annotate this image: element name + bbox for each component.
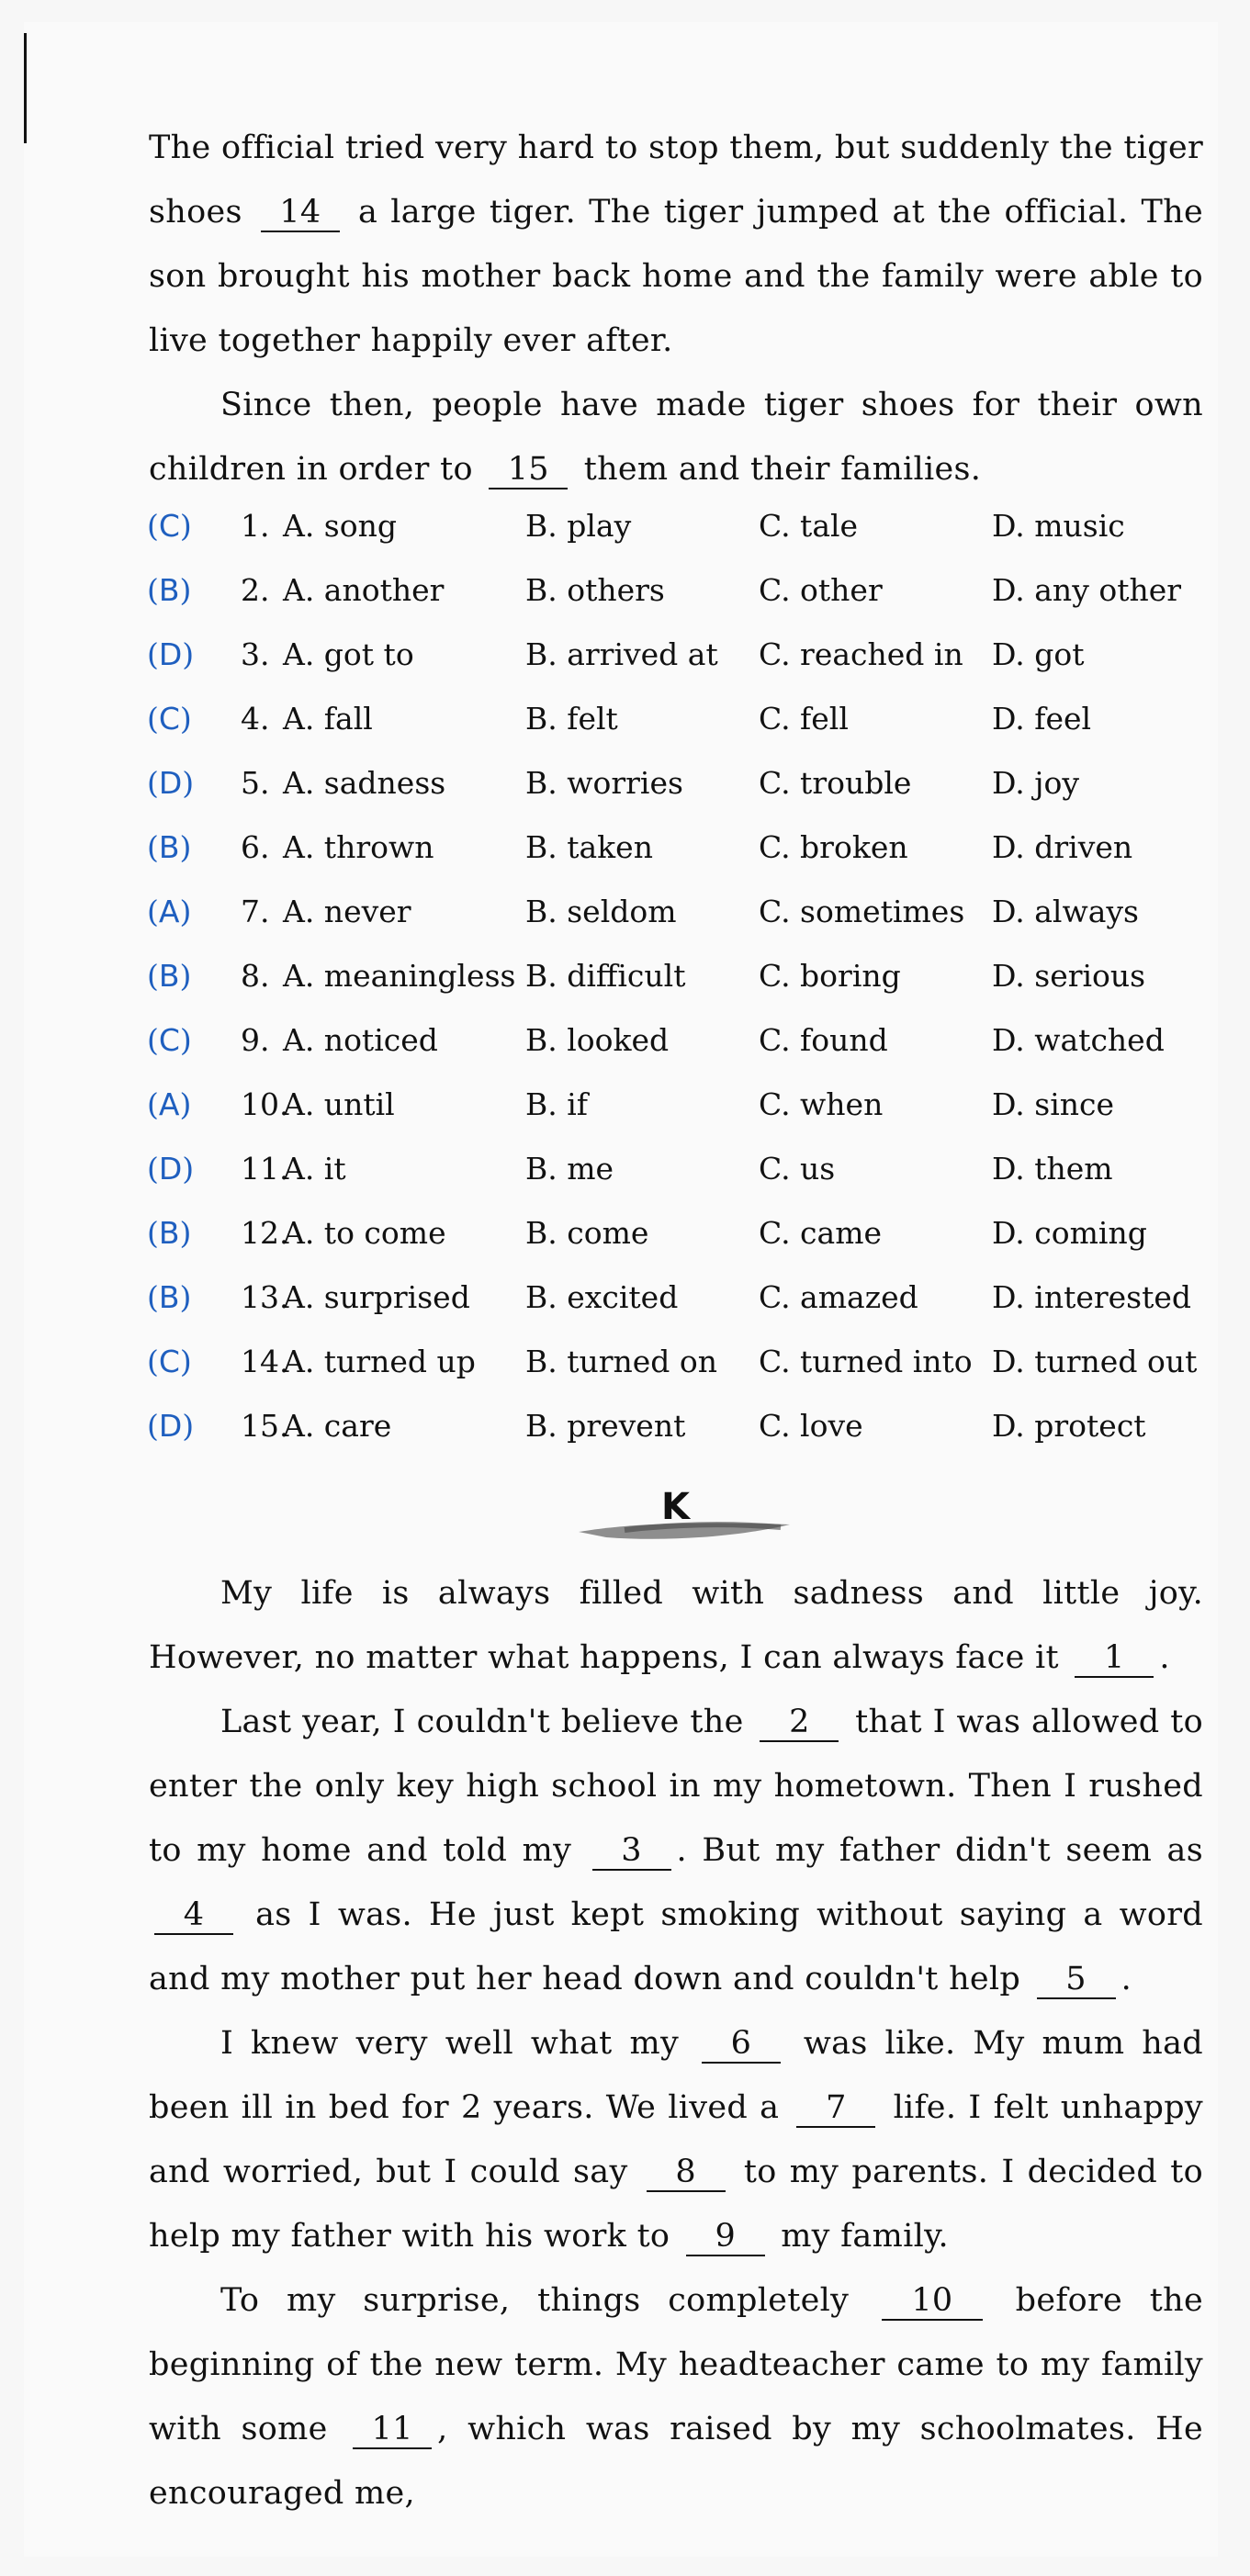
question-number: 2.: [241, 572, 270, 608]
question-number: 6.: [241, 829, 270, 865]
answer-bracket: (B): [147, 1279, 192, 1315]
answer-letter: D: [158, 1151, 183, 1187]
answer-letter: B: [158, 829, 180, 865]
question-row: [147, 1266, 1222, 1330]
option-c[interactable]: C. boring: [759, 958, 901, 994]
blank-k11[interactable]: 11: [353, 2411, 432, 2449]
blank-k4[interactable]: 4: [154, 1896, 233, 1935]
option-d[interactable]: D. since: [992, 1086, 1115, 1122]
question-number: 1.: [241, 508, 270, 544]
option-b[interactable]: B. seldom: [525, 894, 677, 929]
passage-k-paragraph-3: I knew very well what my 6 was like. My mum had been ill in bed for 2 years. We lived a 7 life. I felt unhappy and worried, but I could say 8 to my parents. I decided to help my father with his work to 9 my family.: [149, 2025, 1203, 2255]
answer-letter: A: [158, 894, 180, 929]
question-number: 3.: [241, 636, 270, 672]
option-b[interactable]: B. excited: [525, 1279, 679, 1315]
question-row: [147, 687, 1222, 751]
option-c[interactable]: C. love: [759, 1408, 863, 1444]
option-d[interactable]: D. joy: [992, 765, 1080, 801]
answer-bracket: (B): [147, 572, 192, 608]
option-b[interactable]: B. difficult: [525, 958, 686, 994]
answer-bracket: (D): [147, 1408, 195, 1444]
option-c[interactable]: C. came: [759, 1215, 883, 1251]
option-c[interactable]: C. found: [759, 1022, 888, 1058]
question-row: [147, 1073, 1222, 1137]
answer-letter: D: [158, 765, 183, 801]
question-row: [147, 1394, 1222, 1458]
passage-j-paragraph-1: The official tried very hard to stop them, but suddenly the tiger shoes 14 a large tiger. The tiger jumped at the official. The son brought his mother back home and the family were able to live together happily ever after.: [149, 129, 1203, 359]
question-row: [147, 494, 1222, 558]
option-d[interactable]: D. music: [992, 508, 1125, 544]
option-a[interactable]: A. surprised: [283, 1279, 470, 1315]
option-c[interactable]: C. sometimes: [759, 894, 965, 929]
option-c[interactable]: C. fell: [759, 701, 849, 737]
question-number: 13.: [241, 1279, 289, 1315]
section-label: K: [661, 1486, 690, 1528]
option-a[interactable]: A. thrown: [283, 829, 434, 865]
option-a[interactable]: A. got to: [283, 636, 414, 672]
option-a[interactable]: A. turned up: [283, 1344, 476, 1379]
blank-k5[interactable]: 5: [1037, 1961, 1116, 1999]
option-a[interactable]: A. it: [283, 1151, 346, 1187]
blank-14[interactable]: 14: [261, 194, 340, 232]
answer-letter: B: [158, 958, 180, 994]
option-a[interactable]: A. another: [283, 572, 445, 608]
question-number: 10.: [241, 1086, 289, 1122]
question-number: 8.: [241, 958, 270, 994]
option-d[interactable]: D. interested: [992, 1279, 1192, 1315]
blank-15[interactable]: 15: [489, 451, 568, 489]
option-a[interactable]: A. care: [283, 1408, 392, 1444]
option-d[interactable]: D. any other: [992, 572, 1182, 608]
question-number: 9.: [241, 1022, 270, 1058]
question-row: [147, 1137, 1222, 1201]
passage-j-paragraph-2: Since then, people have made tiger shoes for their own children in order to 15 them and their families.: [149, 387, 1203, 488]
answer-bracket: (B): [147, 958, 192, 994]
option-d[interactable]: D. feel: [992, 701, 1092, 737]
answer-bracket: (B): [147, 829, 192, 865]
blank-k7[interactable]: 7: [796, 2089, 875, 2128]
option-b[interactable]: B. taken: [525, 829, 653, 865]
option-c[interactable]: C. reached in: [759, 636, 963, 672]
question-row: [147, 751, 1222, 816]
answer-letter: C: [158, 701, 180, 737]
option-b[interactable]: B. looked: [525, 1022, 670, 1058]
answer-letter: B: [158, 1279, 180, 1315]
option-c[interactable]: C. turned into: [759, 1344, 973, 1379]
option-a[interactable]: A. to come: [283, 1215, 446, 1251]
question-row: [147, 558, 1222, 623]
option-a[interactable]: A. until: [283, 1086, 395, 1122]
blank-k2[interactable]: 2: [760, 1704, 839, 1742]
option-b[interactable]: B. worries: [525, 765, 683, 801]
option-a[interactable]: A. sadness: [283, 765, 446, 801]
question-row: [147, 816, 1222, 880]
answer-bracket: (A): [147, 1086, 192, 1122]
question-number: 12.: [241, 1215, 289, 1251]
answer-bracket: (D): [147, 636, 195, 672]
option-b[interactable]: B. arrived at: [525, 636, 718, 672]
blank-k1[interactable]: 1: [1075, 1639, 1154, 1678]
option-b[interactable]: B. come: [525, 1215, 649, 1251]
question-number: 11.: [241, 1151, 289, 1187]
answer-letter: D: [158, 1408, 183, 1444]
option-d[interactable]: D. coming: [992, 1215, 1147, 1251]
question-row: [147, 623, 1222, 687]
question-number: 7.: [241, 894, 270, 929]
answer-letter: B: [158, 572, 180, 608]
option-c[interactable]: C. us: [759, 1151, 836, 1187]
option-d[interactable]: D. driven: [992, 829, 1133, 865]
answer-bracket: (A): [147, 894, 192, 929]
passage-k-paragraph-2: Last year, I couldn't believe the 2 that I was allowed to enter the only key high school in my hometown. Then I rushed to my home and told my 3 . But my father didn't seem as 4 as I was. He just kept smoking without saying a word and my mother put her head down and couldn't help 5 .: [149, 1704, 1203, 1997]
passage-k-paragraph-1: My life is always filled with sadness and little joy. However, no matter what happens, I can always face it 1 .: [149, 1575, 1203, 1676]
option-d[interactable]: D. got: [992, 636, 1085, 672]
option-a[interactable]: A. noticed: [283, 1022, 438, 1058]
answer-bracket: (B): [147, 1215, 192, 1251]
option-c[interactable]: C. other: [759, 572, 883, 608]
option-c[interactable]: C. broken: [759, 829, 908, 865]
question-row: [147, 1008, 1222, 1073]
question-row: [147, 880, 1222, 944]
option-c[interactable]: C. tale: [759, 508, 859, 544]
question-number: 15.: [241, 1408, 289, 1444]
answer-letter: C: [158, 508, 180, 544]
option-a[interactable]: A. never: [283, 894, 411, 929]
question-row: [147, 1201, 1222, 1266]
blank-k8[interactable]: 8: [647, 2154, 726, 2192]
option-b[interactable]: B. if: [525, 1086, 588, 1122]
answer-bracket: (C): [147, 508, 192, 544]
option-a[interactable]: A. fall: [283, 701, 373, 737]
option-b[interactable]: B. felt: [525, 701, 618, 737]
option-c[interactable]: C. when: [759, 1086, 884, 1122]
blank-k9[interactable]: 9: [686, 2218, 765, 2256]
question-row: [147, 1330, 1222, 1394]
option-b[interactable]: B. prevent: [525, 1408, 686, 1444]
answer-bracket: (C): [147, 1344, 192, 1379]
answer-bracket: (D): [147, 1151, 195, 1187]
question-row: [147, 944, 1222, 1008]
question-number: 14.: [241, 1344, 289, 1379]
answer-choices-table: [147, 494, 1222, 1458]
left-margin-rule: [24, 33, 27, 143]
answer-letter: B: [158, 1215, 180, 1251]
option-a[interactable]: A. meaningless: [283, 958, 516, 994]
option-a[interactable]: A. song: [283, 508, 397, 544]
question-number: 5.: [241, 765, 270, 801]
answer-letter: C: [158, 1022, 180, 1058]
option-c[interactable]: C. amazed: [759, 1279, 918, 1315]
option-b[interactable]: B. me: [525, 1151, 614, 1187]
option-d[interactable]: D. them: [992, 1151, 1113, 1187]
answer-letter: D: [158, 636, 183, 672]
option-b[interactable]: B. others: [525, 572, 665, 608]
question-number: 4.: [241, 701, 270, 737]
option-b[interactable]: B. turned on: [525, 1344, 718, 1379]
answer-letter: C: [158, 1344, 180, 1379]
blank-k3[interactable]: 3: [592, 1832, 671, 1871]
option-c[interactable]: C. trouble: [759, 765, 912, 801]
option-d[interactable]: D. protect: [992, 1408, 1146, 1444]
passage-k-paragraph-4: To my surprise, things completely 10 before the beginning of the new term. My headteacher came to my family with some 11 , which was raised by my schoolmates. He encouraged me,: [149, 2282, 1203, 2512]
option-b[interactable]: B. play: [525, 508, 632, 544]
answer-bracket: (D): [147, 765, 195, 801]
option-d[interactable]: D. watched: [992, 1022, 1165, 1058]
answer-bracket: (C): [147, 701, 192, 737]
option-d[interactable]: D. serious: [992, 958, 1146, 994]
answer-bracket: (C): [147, 1022, 192, 1058]
option-d[interactable]: D. turned out: [992, 1344, 1198, 1379]
blank-k6[interactable]: 6: [702, 2025, 781, 2064]
answer-letter: A: [158, 1086, 180, 1122]
option-d[interactable]: D. always: [992, 894, 1139, 929]
blank-k10[interactable]: 10: [882, 2282, 983, 2321]
